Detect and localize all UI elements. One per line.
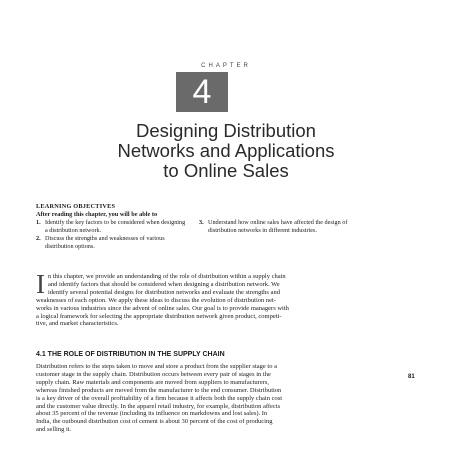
- objective-number: 3.: [199, 219, 204, 226]
- body-line: Distribution refers to the steps taken to move and store a product from the supplier stage to a: [36, 363, 277, 370]
- intro-line: and identify factors that should be considered when designing a distribution network. We: [48, 280, 280, 288]
- chapter-number: 4: [192, 73, 212, 111]
- objectives-left-column: [36, 219, 188, 251]
- objective-item: [199, 219, 369, 234]
- objective-number: 2.: [36, 235, 41, 243]
- intro-line: weaknesses of each option. We apply these ideas to discuss the evolution of distribution net-: [36, 296, 276, 304]
- chapter-label: CHAPTER: [201, 63, 251, 69]
- chapter-title-line: to Online Sales: [163, 160, 289, 181]
- objective-text: Understand how online sales have affected the design of distribution networks in different industries.: [208, 219, 348, 234]
- body-line: and selling it.: [36, 426, 72, 434]
- chapter-title: [40, 121, 412, 181]
- body-line: India, the outbound distribution cost of cement is about 30 percent of the cost of producing: [36, 418, 273, 426]
- chapter-number-box: [176, 72, 228, 112]
- section-heading: 4.1 THE ROLE OF DISTRIBUTION IN THE SUPPLY CHAIN: [36, 351, 225, 358]
- intro-line: a logical framework for selecting the appropriate distribution network given product, competi-: [36, 312, 282, 320]
- objective-text: Discuss the strengths and weaknesses of various distribution options.: [45, 235, 165, 250]
- intro-line: works in various industries since the advent of online sales. Our goal is to provide managers with: [36, 304, 289, 312]
- objective-item: [36, 219, 188, 234]
- body-line: and the customer value directly. In the apparel retail industry, for example, distribution affects: [36, 402, 281, 410]
- intro-paragraph: [36, 269, 416, 328]
- body-line: about 35 percent of the revenue (including its influence on markdowns and lost sales). In: [36, 410, 268, 418]
- objectives-right-column: [199, 219, 369, 235]
- objective-number: 1.: [36, 219, 41, 226]
- body-line: is a key driver of the overall profitability of a firm because it affects both the supply chain cost: [36, 394, 283, 402]
- objective-text: Identify the key factors to be considered when designing a distribution network.: [45, 219, 186, 234]
- intro-line: tive, and market characteristics.: [36, 320, 119, 328]
- chapter-title-line: Networks and Applications: [117, 140, 335, 161]
- objective-item: [36, 235, 188, 250]
- learning-objectives-heading: LEARNING OBJECTIVES: [36, 203, 116, 210]
- intro-line: identify several potential designs for distribution networks and evaluate the strengths and: [48, 288, 280, 296]
- drop-cap: I: [36, 269, 45, 299]
- intro-line: n this chapter, we provide an understanding of the role of distribution within a supply chain: [48, 273, 286, 280]
- section-paragraph: [36, 363, 416, 434]
- chapter-title-line: Designing Distribution: [136, 120, 316, 141]
- page-number: 81: [408, 374, 415, 380]
- body-line: supply chain. Raw materials and components are moved from suppliers to manufacturers,: [36, 378, 270, 386]
- body-line: whereas finished products are moved from the manufacturer to the end consumer. Distribution: [36, 386, 282, 394]
- body-line: customer stage in the supply chain. Distribution occurs between every pair of stages in the: [36, 370, 271, 378]
- learning-objectives-intro: After reading this chapter, you will be able to: [36, 211, 158, 218]
